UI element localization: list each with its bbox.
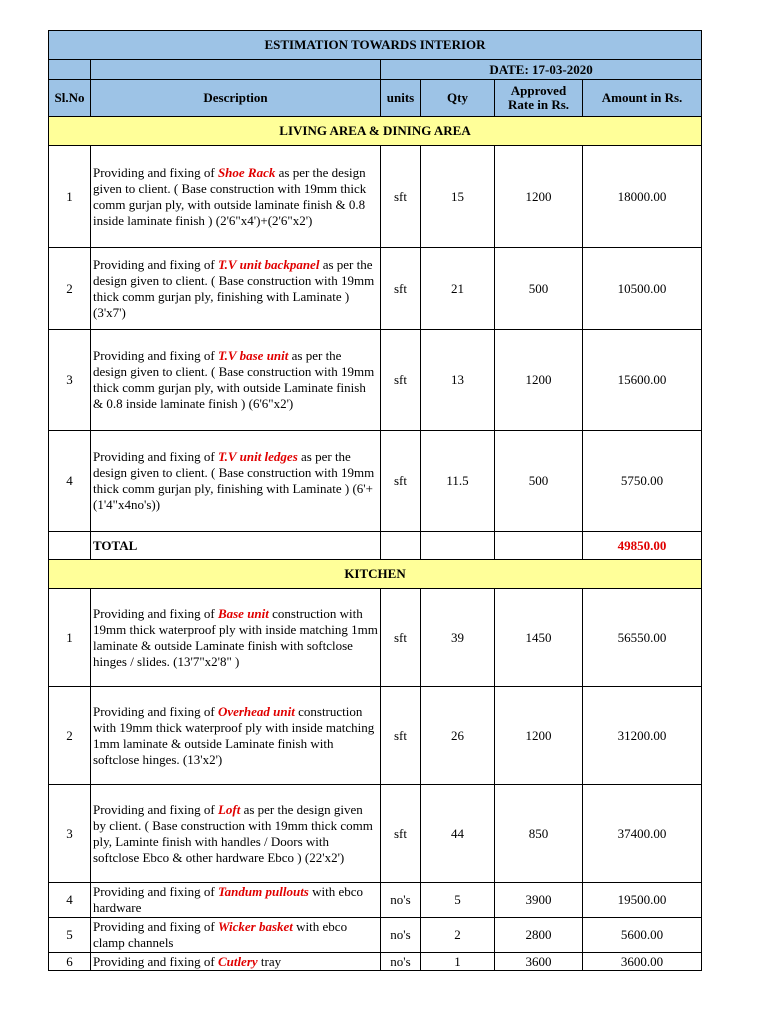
desc-text: construction with 19mm thick waterproof ply with inside matching 1mm laminate & outside Laminate finish with softclose hinges / slides. (13'7"x2'8" ): [93, 605, 378, 669]
total-label: TOTAL: [91, 532, 381, 560]
header-row: [49, 80, 702, 117]
header-qty: Qty: [421, 80, 495, 117]
header-description: Description: [91, 80, 381, 117]
desc-text: Providing and fixing of: [93, 164, 218, 180]
item-name: T.V unit backpanel: [217, 256, 320, 272]
cell-qty: 5: [421, 883, 495, 918]
cell-units: sft: [381, 330, 421, 431]
cell-slno: 6: [49, 953, 91, 971]
desc-text: as per the design given by client. ( Base construction with 19mm thick comm ply, Laminte finish with handles / Doors with softclose Ebco & other hardware Ebco ) (22'x2'): [93, 801, 373, 865]
cell-amount: 37400.00: [583, 785, 702, 883]
cell-description: [91, 431, 381, 532]
cell-qty: 2: [421, 918, 495, 953]
cell-rate: 3900: [495, 883, 583, 918]
cell-amount: 5750.00: [583, 431, 702, 532]
cell-rate: 1200: [495, 687, 583, 785]
desc-text: Providing and fixing of: [93, 703, 218, 719]
item-name: Shoe Rack: [217, 164, 276, 180]
cell-units: sft: [381, 431, 421, 532]
cell-qty: 21: [421, 248, 495, 330]
desc-text: tray: [257, 953, 282, 969]
item-name: Wicker basket: [217, 919, 293, 934]
cell-qty: 15: [421, 146, 495, 248]
cell-rate: 500: [495, 248, 583, 330]
cell-qty: 11.5: [421, 431, 495, 532]
date-row-blank: [91, 60, 381, 80]
cell-amount: 19500.00: [583, 883, 702, 918]
cell-description: [91, 883, 381, 918]
cell-description: [91, 146, 381, 248]
desc-text: as per the design given to client. ( Base construction with 19mm thick comm gurjan ply, with outside laminate finish & 0.8 inside laminate finish ) (2'6"x4')+(2'6"x2'): [93, 164, 367, 228]
cell-slno: 2: [49, 248, 91, 330]
desc-text: Providing and fixing of: [93, 605, 218, 621]
cell-amount: 10500.00: [583, 248, 702, 330]
cell-qty: 26: [421, 687, 495, 785]
item-name: Loft: [217, 801, 241, 817]
cell-description: [91, 918, 381, 953]
total-blank: [49, 532, 91, 560]
cell-slno: 3: [49, 785, 91, 883]
cell-units: no's: [381, 918, 421, 953]
cell-rate: 3600: [495, 953, 583, 971]
cell-description: [91, 687, 381, 785]
table-row: [49, 785, 702, 883]
total-blank: [381, 532, 421, 560]
cell-rate: 500: [495, 431, 583, 532]
cell-amount: 5600.00: [583, 918, 702, 953]
desc-text: Providing and fixing of: [93, 919, 218, 934]
section-kitchen: [49, 560, 702, 589]
table-row: [49, 248, 702, 330]
table-row: [49, 146, 702, 248]
table-row: [49, 431, 702, 532]
total-value: 49850.00: [583, 532, 702, 560]
table-row: [49, 918, 702, 953]
desc-text: construction with 19mm thick waterproof ply with inside matching 1mm laminate & outside Laminate finish with softclose hinges. (13'x2'): [93, 703, 375, 767]
desc-text: Providing and fixing of: [93, 884, 218, 899]
item-name: Tandum pullouts: [217, 884, 309, 899]
desc-text: as per the design given to client. ( Base construction with 19mm thick comm gurjan ply, finishing with Laminate ) (3'x7'): [93, 256, 375, 320]
desc-text: Providing and fixing of: [93, 801, 218, 817]
cell-description: [91, 785, 381, 883]
cell-slno: 1: [49, 146, 91, 248]
cell-rate: 1450: [495, 589, 583, 687]
desc-text: as per the design given to client. ( Base construction with 19mm thick comm gurjan ply, finishing with Laminate ) (6'+(1'4"x4no's)): [93, 449, 375, 512]
cell-amount: 15600.00: [583, 330, 702, 431]
cell-amount: 56550.00: [583, 589, 702, 687]
desc-text: with ebco hardware: [93, 884, 364, 915]
cell-units: sft: [381, 785, 421, 883]
cell-units: sft: [381, 146, 421, 248]
desc-text: with ebco clamp channels: [93, 919, 348, 950]
item-name: T.V base unit: [217, 348, 289, 363]
cell-description: [91, 953, 381, 971]
cell-qty: 13: [421, 330, 495, 431]
cell-slno: 2: [49, 687, 91, 785]
header-rate: Approved Rate in Rs.: [495, 80, 583, 117]
cell-rate: 1200: [495, 146, 583, 248]
section-title-living: LIVING AREA & DINING AREA: [49, 117, 702, 146]
sheet-title: ESTIMATION TOWARDS INTERIOR: [49, 31, 702, 60]
cell-rate: 1200: [495, 330, 583, 431]
section-title-kitchen: KITCHEN: [49, 560, 702, 589]
cell-amount: 3600.00: [583, 953, 702, 971]
desc-text: Providing and fixing of: [93, 953, 218, 969]
cell-slno: 3: [49, 330, 91, 431]
date-row-blank: [49, 60, 91, 80]
section-living: [49, 117, 702, 146]
item-name: Overhead unit: [217, 703, 295, 719]
total-blank: [421, 532, 495, 560]
cell-qty: 39: [421, 589, 495, 687]
cell-units: sft: [381, 248, 421, 330]
item-name: T.V unit ledges: [217, 449, 298, 464]
date-row: [49, 60, 702, 80]
table-row: [49, 330, 702, 431]
total-blank: [495, 532, 583, 560]
cell-slno: 5: [49, 918, 91, 953]
cell-slno: 4: [49, 431, 91, 532]
desc-text: Providing and fixing of: [93, 256, 218, 272]
cell-description: [91, 330, 381, 431]
cell-rate: 850: [495, 785, 583, 883]
header-units: units: [381, 80, 421, 117]
table-row: [49, 687, 702, 785]
item-name: Cutlery: [217, 953, 258, 969]
cell-units: no's: [381, 953, 421, 971]
cell-rate: 2800: [495, 918, 583, 953]
desc-text: Providing and fixing of: [93, 348, 218, 363]
cell-qty: 1: [421, 953, 495, 971]
cell-amount: 31200.00: [583, 687, 702, 785]
table-row: [49, 589, 702, 687]
date-label: DATE: 17-03-2020: [381, 60, 702, 80]
cell-units: sft: [381, 589, 421, 687]
cell-slno: 1: [49, 589, 91, 687]
item-name: Base unit: [217, 605, 269, 621]
title-row: [49, 31, 702, 60]
cell-description: [91, 589, 381, 687]
cell-amount: 18000.00: [583, 146, 702, 248]
header-amount: Amount in Rs.: [583, 80, 702, 117]
cell-description: [91, 248, 381, 330]
table-row: [49, 953, 702, 971]
total-row: [49, 532, 702, 560]
cell-units: sft: [381, 687, 421, 785]
header-slno: Sl.No: [49, 80, 91, 117]
desc-text: Providing and fixing of: [93, 449, 218, 464]
table-row: [49, 883, 702, 918]
cell-units: no's: [381, 883, 421, 918]
cell-qty: 44: [421, 785, 495, 883]
desc-text: as per the design given to client. ( Base construction with 19mm thick comm gurjan ply, with outside Laminate finish & 0.8 inside laminate finish ) (6'6"x2'): [93, 348, 375, 411]
cell-slno: 4: [49, 883, 91, 918]
estimation-table: [48, 30, 702, 971]
